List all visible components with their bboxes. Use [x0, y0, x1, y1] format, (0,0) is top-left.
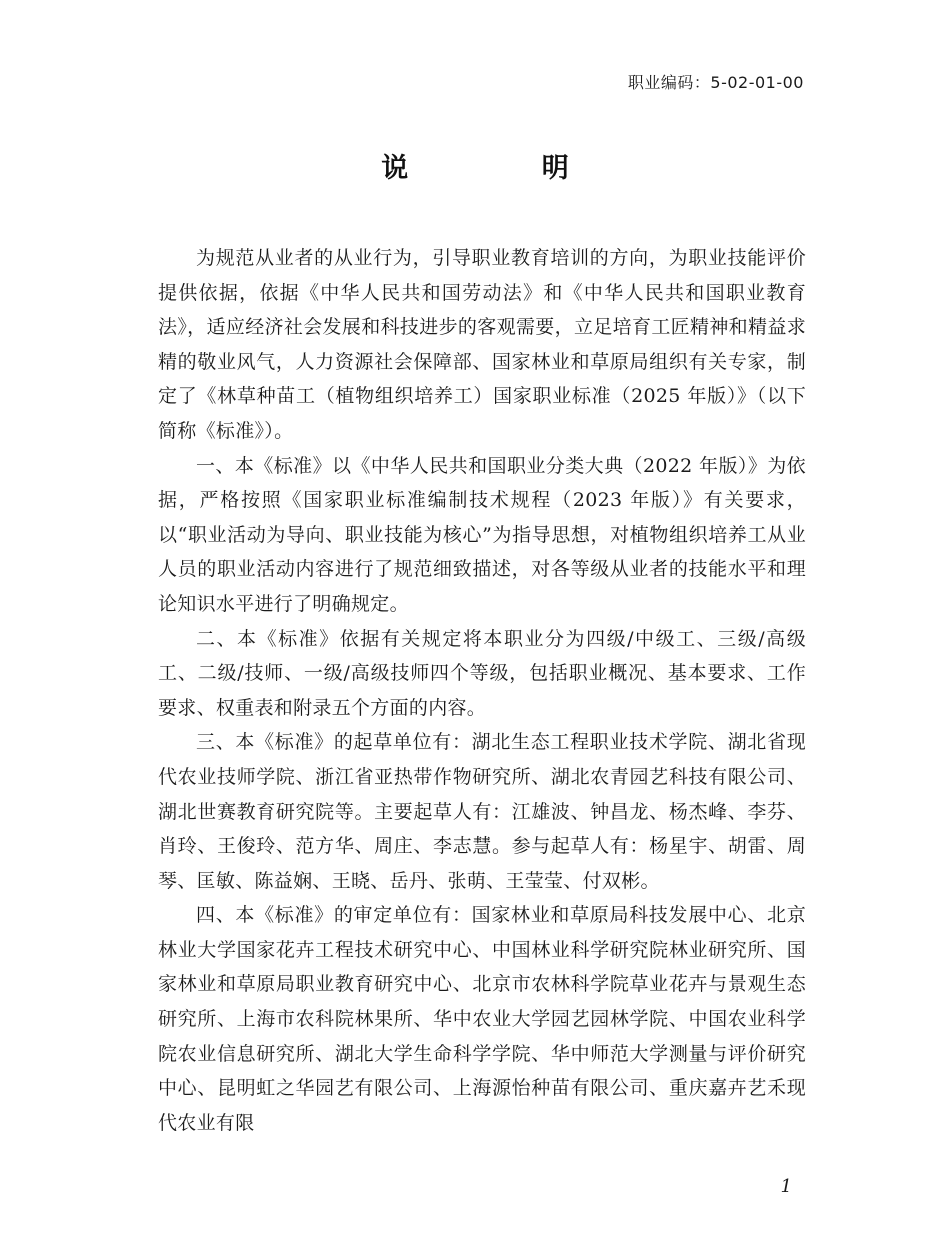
- paragraph-4: 四、本《标准》的审定单位有：国家林业和草原局科技发展中心、北京林业大学国家花卉工程技术研究中心、中国林业科学研究院林业研究所、国家林业和草原局职业教育研究中心、北京市农林科学院草业花卉与景观生态研究所、上海市农科院林果所、华中农业大学园艺园林学院、中国农业科学院农业信息研究所、湖北大学生命科学学院、华中师范大学测量与评价研究中心、昆明虹之华园艺有限公司、上海源怡种苗有限公司、重庆嘉卉艺禾现代农业有限: [158, 904, 806, 1134]
- page-number: 1: [780, 1176, 792, 1197]
- occupation-code: 职业编码：5-02-01-00: [627, 73, 804, 92]
- paragraph-3: 三、本《标准》的起草单位有：湖北生态工程职业技术学院、湖北省现代农业技师学院、浙江省亚热带作物研究所、湖北农青园艺科技有限公司、湖北世赛教育研究院等。主要起草人有：江雄波、钟昌龙、杨杰峰、李芬、肖玲、王俊玲、范方华、周庄、李志慧。参与起草人有：杨星宇、胡雷、周琴、匡敏、陈益娴、王晓、岳丹、张萌、王莹莹、付双彬。: [158, 731, 806, 892]
- paragraph-1: 一、本《标准》以《中华人民共和国职业分类大典（2022 年版）》为依据，严格按照《国家职业标准编制技术规程（2023 年版）》有关要求，以“职业活动为导向、职业技能为核心”为指导思想，对植物组织培养工从业人员的职业活动内容进行了规范细致描述，对各等级从业者的技能水平和理论知识水平进行了明确规定。: [158, 454, 806, 615]
- paragraph-intro: 为规范从业者的从业行为，引导职业教育培训的方向，为职业技能评价提供依据，依据《中华人民共和国劳动法》和《中华人民共和国职业教育法》，适应经济社会发展和科技进步的客观需要，立足培育工匠精神和精益求精的敬业风气，人力资源社会保障部、国家林业和草原局组织有关专家，制定了《林草种苗工（植物组织培养工）国家职业标准（2025 年版）》（以下简称《标准》）。: [158, 247, 806, 442]
- paragraph-2: 二、本《标准》依据有关规定将本职业分为四级/中级工、三级/高级工、二级/技师、一级/高级技师四个等级，包括职业概况、基本要求、工作要求、权重表和附录五个方面的内容。: [158, 627, 806, 719]
- document-body: [158, 241, 806, 1140]
- page-title: 说 明: [381, 153, 631, 184]
